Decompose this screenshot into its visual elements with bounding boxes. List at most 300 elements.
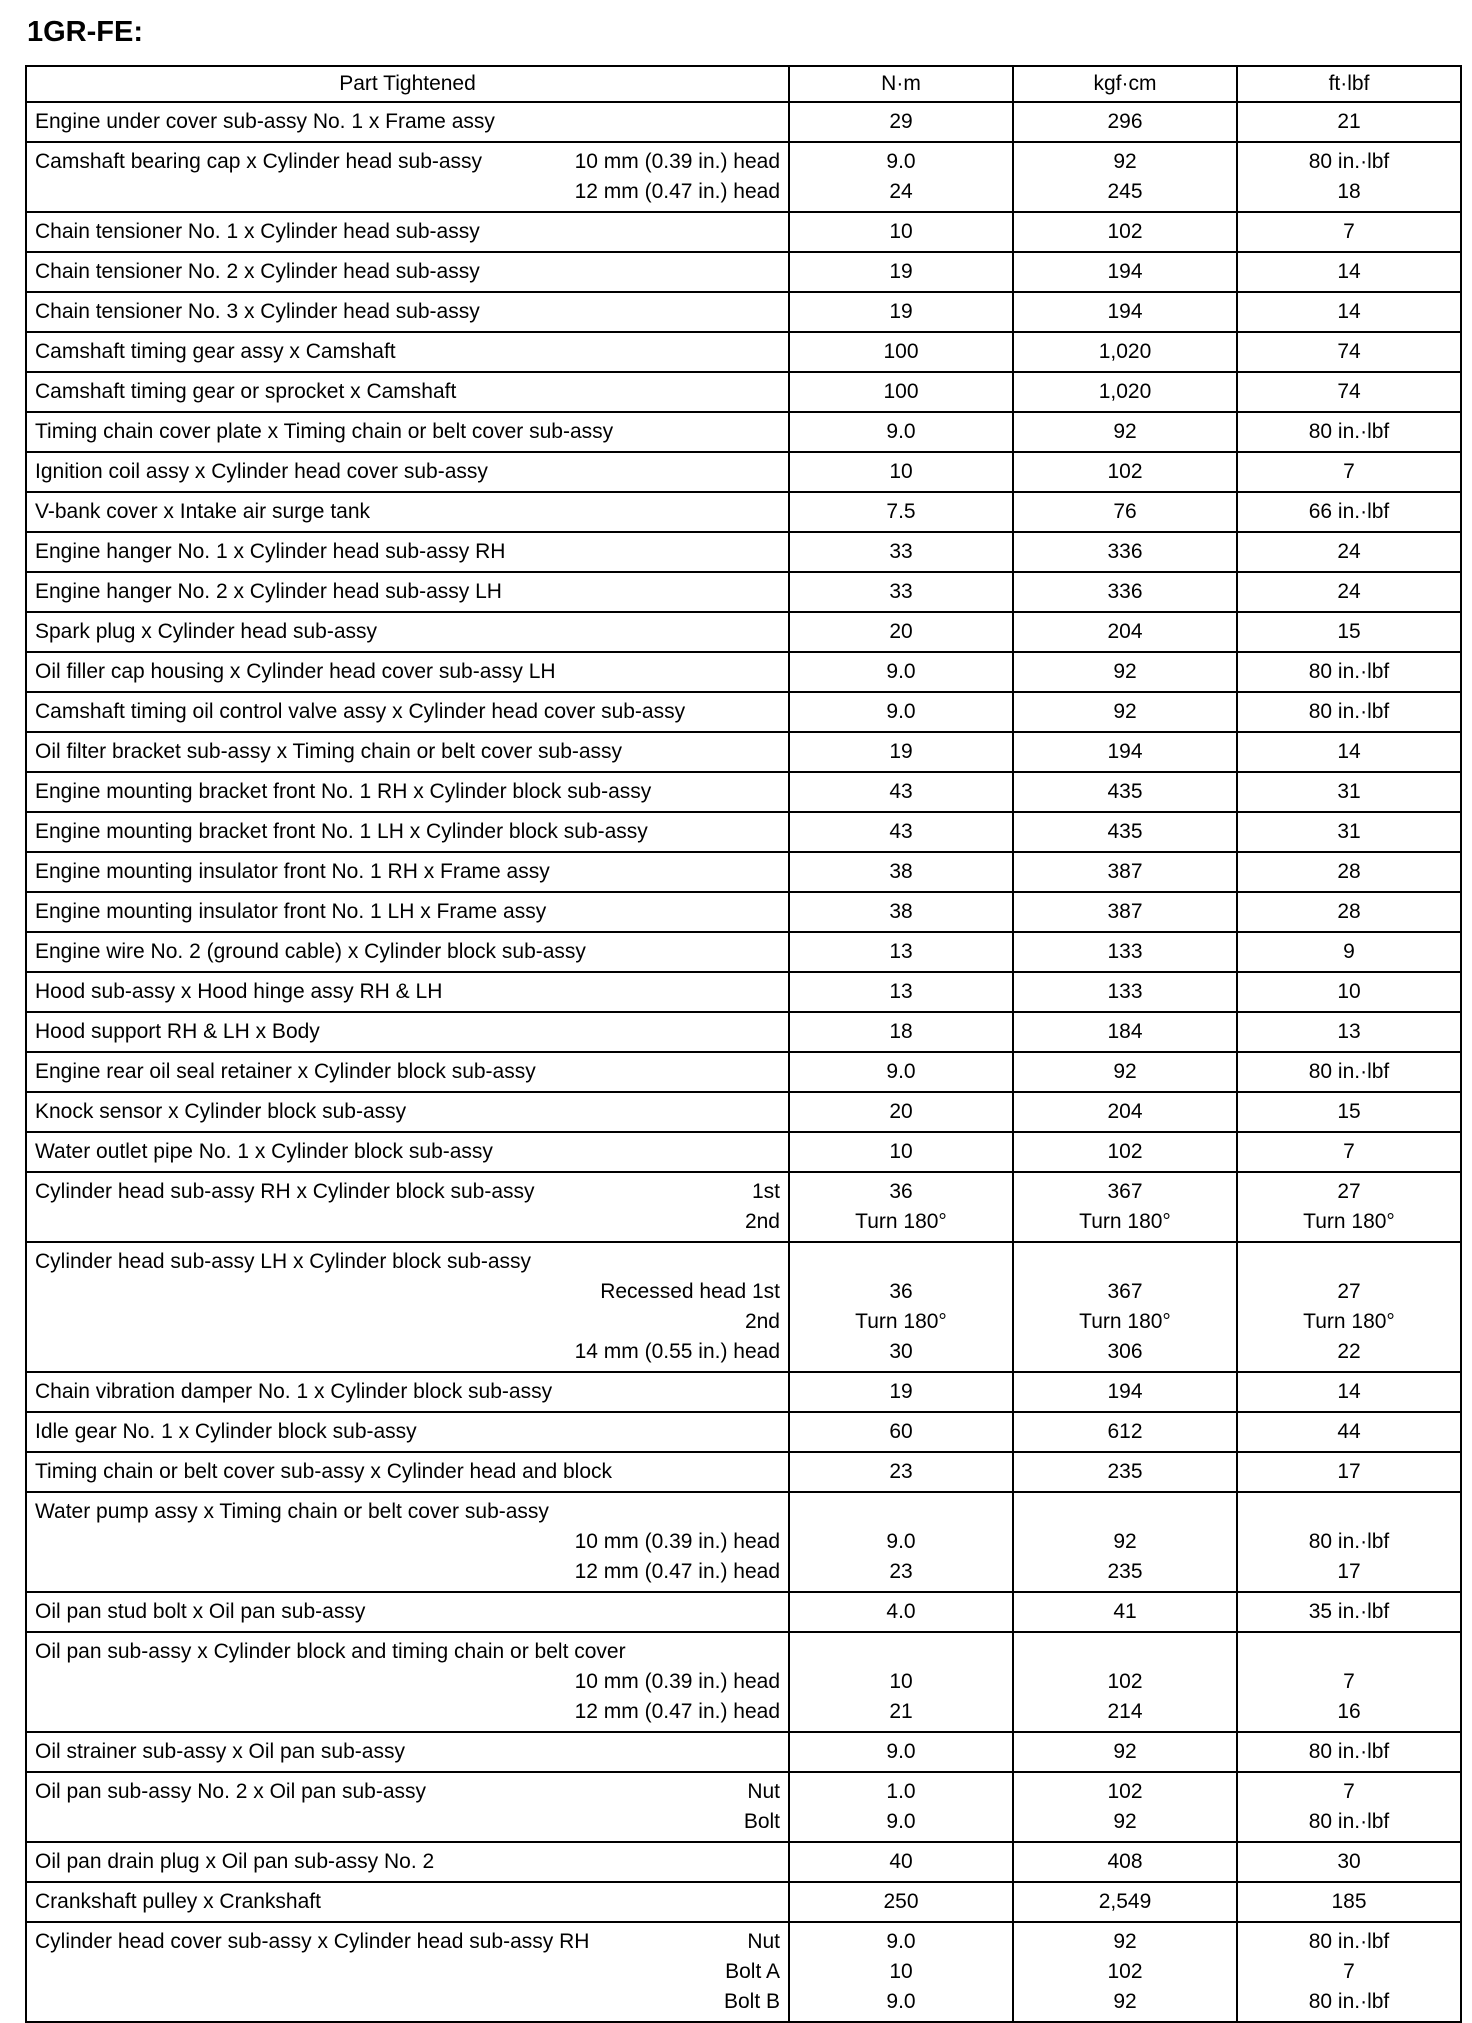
table-row	[26, 1412, 1461, 1452]
part-name: Engine mounting insulator front No. 1 LH x Frame assy	[35, 900, 547, 923]
value-nm	[798, 1247, 1004, 1277]
value-kgfcm-cell	[1013, 372, 1237, 412]
table-row	[26, 852, 1461, 892]
column-header-ftlbf: ft·lbf	[1237, 66, 1461, 102]
value-ftlbf: Turn 180°	[1303, 1310, 1395, 1333]
value-ftlbf-cell	[1237, 1592, 1461, 1632]
part-condition: 12 mm (0.47 in.) head	[574, 1700, 780, 1723]
value-kgfcm: 194	[1107, 1380, 1143, 1403]
part-cell	[26, 212, 789, 252]
part-cell	[26, 692, 789, 732]
value-ftlbf: 14	[1337, 300, 1361, 323]
value-kgfcm-cell	[1013, 1592, 1237, 1632]
table-row	[26, 1242, 1461, 1372]
part-name: Engine rear oil seal retainer x Cylinder block sub-assy	[35, 1060, 536, 1083]
part-cell	[26, 1922, 789, 2022]
value-nm: 30	[889, 1340, 913, 1363]
part-line	[35, 1927, 780, 1957]
value-ftlbf-cell	[1237, 1732, 1461, 1772]
value-kgfcm: 204	[1107, 620, 1143, 643]
value-nm: 43	[889, 780, 913, 803]
value-nm: 20	[889, 1100, 913, 1123]
value-nm: 9.0	[886, 420, 916, 443]
value-nm: 100	[883, 340, 919, 363]
value-nm-cell	[789, 812, 1013, 852]
value-nm-cell	[789, 212, 1013, 252]
part-cell	[26, 1842, 789, 1882]
value-nm	[798, 1497, 1004, 1527]
value-kgfcm-cell	[1013, 1092, 1237, 1132]
part-cell	[26, 852, 789, 892]
value-kgfcm: 102	[1107, 1670, 1143, 1693]
table-row	[26, 102, 1461, 142]
value-nm: 4.0	[886, 1600, 916, 1623]
value-ftlbf: 17	[1337, 1560, 1361, 1583]
part-name: Oil pan drain plug x Oil pan sub-assy No. 2	[35, 1850, 435, 1873]
value-kgfcm: 76	[1113, 500, 1137, 523]
value-nm: 9.0	[886, 660, 916, 683]
part-cell	[26, 932, 789, 972]
value-kgfcm: 435	[1107, 820, 1143, 843]
value-nm-cell	[789, 572, 1013, 612]
value-kgfcm: 184	[1107, 1020, 1143, 1043]
value-nm: 19	[889, 740, 913, 763]
value-ftlbf-cell	[1237, 572, 1461, 612]
value-nm-cell	[789, 1632, 1013, 1732]
value-ftlbf: 14	[1337, 740, 1361, 763]
part-cell	[26, 412, 789, 452]
table-body	[26, 102, 1461, 2022]
table-row	[26, 1882, 1461, 1922]
value-ftlbf-cell	[1237, 292, 1461, 332]
value-ftlbf-cell	[1237, 372, 1461, 412]
table-row	[26, 1172, 1461, 1242]
part-condition: Nut	[747, 1930, 780, 1953]
value-nm-cell	[789, 1452, 1013, 1492]
value-nm: 38	[889, 900, 913, 923]
value-kgfcm-cell	[1013, 812, 1237, 852]
value-nm-cell	[789, 452, 1013, 492]
value-kgfcm: 387	[1107, 860, 1143, 883]
value-nm: 10	[889, 1960, 913, 1983]
value-nm: 23	[889, 1560, 913, 1583]
page-title: 1GR-FE:	[27, 16, 143, 48]
part-name: Oil pan sub-assy No. 2 x Oil pan sub-assy	[35, 1780, 427, 1803]
part-cell	[26, 892, 789, 932]
value-nm: 19	[889, 260, 913, 283]
value-nm: 36	[889, 1180, 913, 1203]
value-kgfcm-cell	[1013, 772, 1237, 812]
table-row	[26, 1372, 1461, 1412]
part-name: Idle gear No. 1 x Cylinder block sub-assy	[35, 1420, 417, 1443]
value-ftlbf-cell	[1237, 852, 1461, 892]
value-kgfcm-cell	[1013, 612, 1237, 652]
part-name: Oil filler cap housing x Cylinder head cover sub-assy LH	[35, 660, 556, 683]
value-ftlbf: 10	[1337, 980, 1361, 1003]
value-ftlbf-cell	[1237, 732, 1461, 772]
value-ftlbf: 185	[1331, 1890, 1367, 1913]
value-nm: 10	[889, 1140, 913, 1163]
part-name: Engine hanger No. 2 x Cylinder head sub-assy LH	[35, 580, 502, 603]
part-cell	[26, 1732, 789, 1772]
part-name: Cylinder head sub-assy RH x Cylinder block sub-assy	[35, 1180, 535, 1203]
part-name: Spark plug x Cylinder head sub-assy	[35, 620, 378, 643]
value-kgfcm: 2,549	[1098, 1890, 1152, 1913]
value-ftlbf-cell	[1237, 492, 1461, 532]
value-ftlbf: 80 in.·lbf	[1308, 1990, 1390, 2013]
value-kgfcm-cell	[1013, 1492, 1237, 1592]
value-kgfcm: 92	[1113, 700, 1137, 723]
value-ftlbf: 80 in.·lbf	[1308, 1530, 1390, 1553]
table-row	[26, 572, 1461, 612]
value-kgfcm-cell	[1013, 142, 1237, 212]
value-ftlbf-cell	[1237, 1922, 1461, 2022]
value-kgfcm-cell	[1013, 1012, 1237, 1052]
part-name: Hood sub-assy x Hood hinge assy RH & LH	[35, 980, 443, 1003]
value-kgfcm: 92	[1113, 1740, 1137, 1763]
part-cell	[26, 1492, 789, 1592]
value-ftlbf-cell	[1237, 452, 1461, 492]
value-kgfcm	[1022, 1247, 1228, 1277]
value-nm-cell	[789, 652, 1013, 692]
part-condition: Bolt	[743, 1810, 780, 1833]
value-ftlbf-cell	[1237, 1372, 1461, 1412]
value-kgfcm-cell	[1013, 1632, 1237, 1732]
part-line	[35, 1177, 780, 1207]
value-ftlbf: 80 in.·lbf	[1308, 700, 1390, 723]
value-nm: 23	[889, 1460, 913, 1483]
value-ftlbf-cell	[1237, 692, 1461, 732]
part-cell	[26, 1012, 789, 1052]
part-cell	[26, 732, 789, 772]
table-row	[26, 1632, 1461, 1732]
value-ftlbf-cell	[1237, 1632, 1461, 1732]
value-ftlbf: 16	[1337, 1700, 1361, 1723]
value-nm-cell	[789, 932, 1013, 972]
value-ftlbf-cell	[1237, 652, 1461, 692]
part-name: Cylinder head cover sub-assy x Cylinder head sub-assy RH	[35, 1930, 590, 1953]
table-row	[26, 612, 1461, 652]
part-cell	[26, 1632, 789, 1732]
part-name: Chain tensioner No. 3 x Cylinder head sub-assy	[35, 300, 480, 323]
value-kgfcm-cell	[1013, 692, 1237, 732]
value-ftlbf-cell	[1237, 892, 1461, 932]
table-row	[26, 412, 1461, 452]
value-nm-cell	[789, 142, 1013, 212]
value-ftlbf: 7	[1343, 220, 1355, 243]
value-kgfcm: 235	[1107, 1560, 1143, 1583]
value-kgfcm: 367	[1107, 1280, 1143, 1303]
value-ftlbf: 80 in.·lbf	[1308, 150, 1390, 173]
value-nm: 40	[889, 1850, 913, 1873]
value-ftlbf-cell	[1237, 1882, 1461, 1922]
value-nm: 9.0	[886, 1060, 916, 1083]
value-nm: 10	[889, 1670, 913, 1693]
value-ftlbf: 28	[1337, 860, 1361, 883]
value-nm-cell	[789, 1242, 1013, 1372]
part-name: Hood support RH & LH x Body	[35, 1020, 320, 1043]
value-ftlbf: 21	[1337, 110, 1361, 133]
value-ftlbf: 44	[1337, 1420, 1361, 1443]
table-row	[26, 492, 1461, 532]
part-condition: 10 mm (0.39 in.) head	[574, 1670, 780, 1693]
value-nm: 29	[889, 110, 913, 133]
value-nm-cell	[789, 1882, 1013, 1922]
table-row	[26, 332, 1461, 372]
value-kgfcm-cell	[1013, 1372, 1237, 1412]
value-nm-cell	[789, 692, 1013, 732]
part-cell	[26, 1372, 789, 1412]
part-name: Chain tensioner No. 1 x Cylinder head sub-assy	[35, 220, 480, 243]
value-nm-cell	[789, 332, 1013, 372]
part-name: Camshaft timing gear or sprocket x Camshaft	[35, 380, 457, 403]
value-kgfcm: 102	[1107, 1960, 1143, 1983]
part-cell	[26, 372, 789, 412]
value-nm: 43	[889, 820, 913, 843]
value-kgfcm: 102	[1107, 1780, 1143, 1803]
value-ftlbf-cell	[1237, 332, 1461, 372]
table-row	[26, 1052, 1461, 1092]
value-kgfcm-cell	[1013, 572, 1237, 612]
part-cell	[26, 572, 789, 612]
value-kgfcm-cell	[1013, 1922, 1237, 2022]
value-kgfcm-cell	[1013, 652, 1237, 692]
value-ftlbf: 7	[1343, 1140, 1355, 1163]
value-ftlbf-cell	[1237, 1012, 1461, 1052]
value-ftlbf: 80 in.·lbf	[1308, 660, 1390, 683]
value-ftlbf-cell	[1237, 1492, 1461, 1592]
value-nm-cell	[789, 1012, 1013, 1052]
part-cell	[26, 332, 789, 372]
column-header-nm: N·m	[789, 66, 1013, 102]
value-kgfcm: 133	[1107, 980, 1143, 1003]
part-name: Engine mounting bracket front No. 1 RH x Cylinder block sub-assy	[35, 780, 652, 803]
part-cell	[26, 612, 789, 652]
value-nm-cell	[789, 372, 1013, 412]
value-ftlbf-cell	[1237, 1412, 1461, 1452]
value-kgfcm-cell	[1013, 102, 1237, 142]
value-ftlbf: 80 in.·lbf	[1308, 1810, 1390, 1833]
value-ftlbf-cell	[1237, 142, 1461, 212]
value-nm: 10	[889, 220, 913, 243]
value-kgfcm: 92	[1113, 150, 1137, 173]
value-nm: 24	[889, 180, 913, 203]
value-kgfcm: 296	[1107, 110, 1143, 133]
value-nm-cell	[789, 1052, 1013, 1092]
value-ftlbf-cell	[1237, 1842, 1461, 1882]
table-row	[26, 1092, 1461, 1132]
part-cell	[26, 1052, 789, 1092]
value-ftlbf: 74	[1337, 380, 1361, 403]
value-ftlbf-cell	[1237, 1092, 1461, 1132]
part-name: Engine mounting insulator front No. 1 RH x Frame assy	[35, 860, 550, 883]
part-condition: Bolt B	[723, 1990, 780, 2013]
value-kgfcm-cell	[1013, 452, 1237, 492]
value-nm: 9.0	[886, 1740, 916, 1763]
part-name: Oil filter bracket sub-assy x Timing chain or belt cover sub-assy	[35, 740, 623, 763]
value-kgfcm-cell	[1013, 1052, 1237, 1092]
value-kgfcm-cell	[1013, 1242, 1237, 1372]
value-nm: 13	[889, 980, 913, 1003]
value-ftlbf: 7	[1343, 1670, 1355, 1693]
value-nm-cell	[789, 972, 1013, 1012]
table-row	[26, 772, 1461, 812]
part-cell	[26, 1772, 789, 1842]
value-kgfcm: 194	[1107, 300, 1143, 323]
part-cell	[26, 1132, 789, 1172]
value-nm: 9.0	[886, 1530, 916, 1553]
part-name: Crankshaft pulley x Crankshaft	[35, 1890, 321, 1913]
value-kgfcm: Turn 180°	[1079, 1210, 1171, 1233]
part-name: Camshaft timing gear assy x Camshaft	[35, 340, 396, 363]
value-kgfcm: 306	[1107, 1340, 1143, 1363]
part-cell	[26, 812, 789, 852]
value-nm-cell	[789, 732, 1013, 772]
part-cell	[26, 772, 789, 812]
value-nm: 38	[889, 860, 913, 883]
value-kgfcm-cell	[1013, 1882, 1237, 1922]
part-condition: 12 mm (0.47 in.) head	[574, 180, 780, 203]
value-nm-cell	[789, 1492, 1013, 1592]
value-kgfcm-cell	[1013, 1132, 1237, 1172]
table-row	[26, 1592, 1461, 1632]
value-nm-cell	[789, 892, 1013, 932]
value-kgfcm: 194	[1107, 740, 1143, 763]
value-kgfcm: Turn 180°	[1079, 1310, 1171, 1333]
value-ftlbf: 80 in.·lbf	[1308, 420, 1390, 443]
value-nm: 18	[889, 1020, 913, 1043]
value-nm: 21	[889, 1700, 913, 1723]
value-nm-cell	[789, 412, 1013, 452]
value-nm-cell	[789, 102, 1013, 142]
value-ftlbf	[1246, 1247, 1452, 1277]
value-kgfcm: 102	[1107, 1140, 1143, 1163]
value-kgfcm: 194	[1107, 260, 1143, 283]
value-kgfcm-cell	[1013, 1412, 1237, 1452]
part-line	[35, 1777, 780, 1807]
value-ftlbf: 27	[1337, 1280, 1361, 1303]
table-row	[26, 252, 1461, 292]
value-kgfcm: 387	[1107, 900, 1143, 923]
value-kgfcm-cell	[1013, 532, 1237, 572]
part-cell	[26, 1242, 789, 1372]
value-ftlbf-cell	[1237, 212, 1461, 252]
value-ftlbf: 18	[1337, 180, 1361, 203]
part-cell	[26, 1452, 789, 1492]
value-ftlbf-cell	[1237, 252, 1461, 292]
part-line	[35, 147, 780, 177]
value-kgfcm: 336	[1107, 540, 1143, 563]
value-nm-cell	[789, 1842, 1013, 1882]
value-kgfcm: 102	[1107, 460, 1143, 483]
part-name: Camshaft bearing cap x Cylinder head sub-assy	[35, 150, 483, 173]
value-nm: 60	[889, 1420, 913, 1443]
part-name: Engine mounting bracket front No. 1 LH x Cylinder block sub-assy	[35, 820, 648, 843]
value-kgfcm-cell	[1013, 1172, 1237, 1242]
value-kgfcm-cell	[1013, 1842, 1237, 1882]
value-ftlbf: 22	[1337, 1340, 1361, 1363]
part-cell	[26, 972, 789, 1012]
value-kgfcm: 92	[1113, 1930, 1137, 1953]
value-ftlbf: 14	[1337, 1380, 1361, 1403]
table-row	[26, 652, 1461, 692]
value-nm-cell	[789, 252, 1013, 292]
value-nm-cell	[789, 772, 1013, 812]
part-cell	[26, 452, 789, 492]
part-name: Knock sensor x Cylinder block sub-assy	[35, 1100, 407, 1123]
value-nm-cell	[789, 1592, 1013, 1632]
value-ftlbf: 9	[1343, 940, 1355, 963]
value-nm-cell	[789, 1172, 1013, 1242]
table-row	[26, 732, 1461, 772]
value-kgfcm: 133	[1107, 940, 1143, 963]
part-cell	[26, 1412, 789, 1452]
value-kgfcm-cell	[1013, 972, 1237, 1012]
value-ftlbf-cell	[1237, 532, 1461, 572]
part-cell	[26, 492, 789, 532]
value-nm-cell	[789, 1732, 1013, 1772]
value-nm: 250	[883, 1890, 919, 1913]
value-kgfcm	[1022, 1637, 1228, 1667]
value-kgfcm: 408	[1107, 1850, 1143, 1873]
value-kgfcm: 1,020	[1098, 340, 1152, 363]
table-row	[26, 812, 1461, 852]
value-ftlbf: 31	[1337, 820, 1361, 843]
value-kgfcm: 235	[1107, 1460, 1143, 1483]
value-ftlbf-cell	[1237, 1052, 1461, 1092]
value-ftlbf-cell	[1237, 1132, 1461, 1172]
value-nm-cell	[789, 1132, 1013, 1172]
value-ftlbf-cell	[1237, 1172, 1461, 1242]
part-name: Water outlet pipe No. 1 x Cylinder block sub-assy	[35, 1140, 493, 1163]
table-header-row	[26, 66, 1461, 102]
part-condition: Recessed head 1st	[600, 1280, 780, 1303]
part-condition: 2nd	[744, 1210, 780, 1233]
value-nm-cell	[789, 1372, 1013, 1412]
value-ftlbf: 80 in.·lbf	[1308, 1060, 1390, 1083]
table-row	[26, 452, 1461, 492]
part-cell	[26, 1592, 789, 1632]
part-condition: Bolt A	[725, 1960, 780, 1983]
value-nm-cell	[789, 1772, 1013, 1842]
part-name: Camshaft timing oil control valve assy x Cylinder head cover sub-assy	[35, 700, 686, 723]
value-ftlbf-cell	[1237, 972, 1461, 1012]
value-kgfcm-cell	[1013, 932, 1237, 972]
column-header-kgfcm: kgf·cm	[1013, 66, 1237, 102]
table-row	[26, 1012, 1461, 1052]
value-kgfcm-cell	[1013, 212, 1237, 252]
table-row	[26, 972, 1461, 1012]
value-nm: 1.0	[886, 1780, 916, 1803]
value-kgfcm: 367	[1107, 1180, 1143, 1203]
table-row	[26, 892, 1461, 932]
table-row	[26, 142, 1461, 212]
value-nm: Turn 180°	[855, 1310, 947, 1333]
part-cell	[26, 532, 789, 572]
value-kgfcm-cell	[1013, 492, 1237, 532]
value-ftlbf: 7	[1343, 460, 1355, 483]
value-nm-cell	[789, 1092, 1013, 1132]
value-ftlbf: 27	[1337, 1180, 1361, 1203]
part-name: Timing chain cover plate x Timing chain or belt cover sub-assy	[35, 420, 614, 443]
value-kgfcm-cell	[1013, 1772, 1237, 1842]
value-nm: 13	[889, 940, 913, 963]
value-ftlbf: Turn 180°	[1303, 1210, 1395, 1233]
value-ftlbf-cell	[1237, 1242, 1461, 1372]
value-kgfcm	[1022, 1497, 1228, 1527]
value-ftlbf: 7	[1343, 1780, 1355, 1803]
table-row	[26, 1492, 1461, 1592]
